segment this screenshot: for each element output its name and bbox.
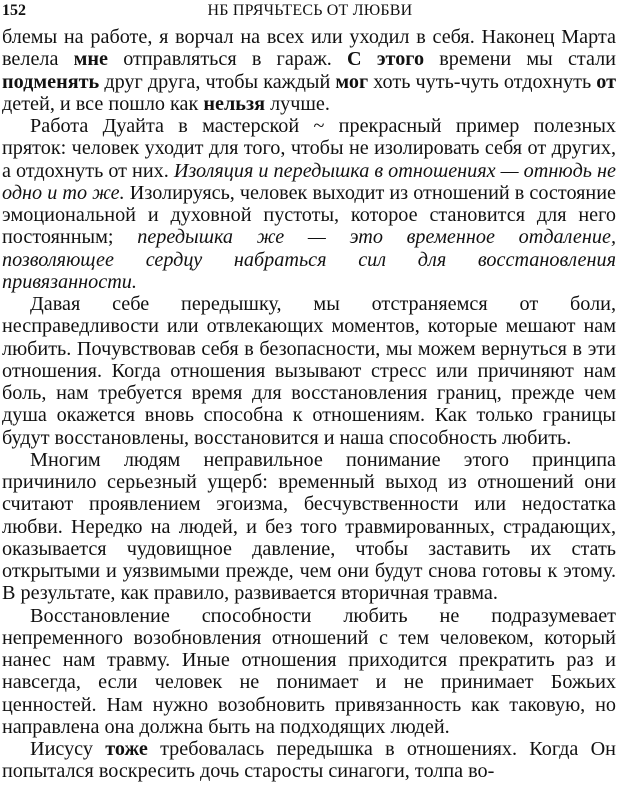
text-run: хоть чуть-чуть отдохнуть [368, 70, 597, 93]
paragraph [2, 605, 616, 739]
bold-text: мне [73, 48, 108, 71]
bold-text: тоже [105, 738, 148, 760]
text-run: лучше. [265, 92, 330, 115]
bold-text: нельзя [203, 92, 266, 115]
italic-text: передышка же — это временное отдаление, позволяющее сердцу набраться сил для восстановления привязанности. [2, 226, 617, 293]
text-run: требовалась передышка в отношениях. Когда Он попытался воскресить дочь старосты синагоги, толпа во- [2, 738, 616, 783]
text-run: Работа Дуайта в мастерской ~ прекрасный пример полезных пряток: человек уходит для того, чтобы не изолировать себя от других, а отдохнуть от них. [2, 115, 616, 182]
text-run: блемы на работе, я ворчал на всех или уходил в себя. Наконец Марта велела [2, 26, 616, 71]
text-run: детей, и все пошло как [2, 92, 204, 115]
paragraph [2, 115, 616, 293]
body-text [2, 26, 616, 783]
page-number: 152 [2, 2, 26, 19]
paragraph [2, 738, 616, 783]
paragraph [2, 449, 616, 605]
text-run: друг друга, чтобы каждый [99, 70, 336, 93]
bold-text: мог [335, 70, 369, 93]
text-run: времени мы стали [424, 48, 616, 71]
text-run: отправляться в гараж. [108, 48, 348, 71]
text-run: Иисусу [30, 738, 106, 760]
italic-text: Изоляция и передышка в отношениях — отнюдь не одно и то же. [2, 159, 617, 204]
text-run: Восстановление способности любить не подразумевает непременного возобновления отношений с тем человеком, который нанес нам травму. Иные отношения приходится прекратить раз и навсегда, если человек не понимает и не принимает Божьих ценностей. Нам нужно возобновить привязанность как таковую, но направлена она должна быть на подходящих людей. [2, 604, 616, 738]
text-run: Давая себе передышку, мы отстраняемся от боли, несправедливости или отвлекающих моментов, которые мешают нам любить. Почувствовав себя в безопасности, мы можем вернуться в эти отношения. Когда отношения вызывают стресс или причиняют нам боль, нам требуется время для восстановления границ, прежде чем душа окажется вновь способна к отношениям. Как только границы будут восстановлены, восстановится и наша способность любить. [2, 293, 616, 449]
text-run: Многим людям неправильное понимание этого принципа причинило серьезный ущерб: временный выход из отношений они считают проявлением эгоизма, бесчувственности или недостатка любви. Нередко на людей, и без того травмированных, страдающих, оказывается чудовищное давление, чтобы заставить их стать открытыми и уязвимыми прежде, чем они будут снова готовы к этому. В результате, как правило, развивается вторичная травма. [2, 448, 616, 605]
bold-text: подменять [2, 70, 100, 93]
paragraph [2, 26, 616, 115]
text-run: Изолируясь, человек выходит из отношений в состояние эмоциональной и духовной пустоты, которое становится для него постоянным; [2, 181, 616, 249]
running-title: НБ ПРЯЧЬТЕСЬ ОТ ЛЮБВИ [207, 2, 413, 19]
bold-text: от [596, 70, 616, 93]
bold-text: С этого [347, 48, 425, 71]
page-header [2, 2, 618, 24]
paragraph [2, 293, 616, 449]
